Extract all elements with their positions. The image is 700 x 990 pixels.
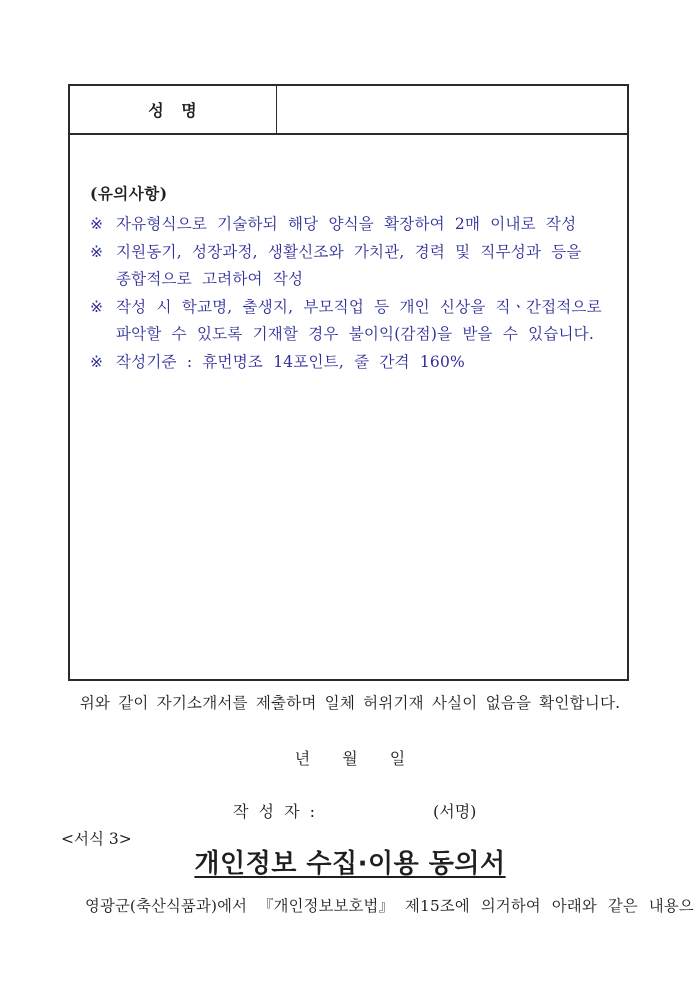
consent-form-title-text: 개인정보 수집·이용 동의서 bbox=[194, 849, 506, 879]
author-label: 작 성 자 : bbox=[233, 802, 316, 821]
note-line bbox=[90, 321, 611, 349]
name-value-cell bbox=[277, 86, 627, 133]
consent-form-title bbox=[0, 843, 700, 880]
note-text: 작성기준 : 휴먼명조 14포인트, 줄 간격 160% bbox=[116, 352, 465, 371]
note-text: 자유형식으로 기술하되 해당 양식을 확장하여 2매 이내로 작성 bbox=[116, 215, 577, 233]
note-marker bbox=[90, 266, 116, 294]
name-table bbox=[68, 84, 629, 681]
author-row bbox=[0, 799, 700, 821]
signature-hint: (서명) bbox=[433, 802, 477, 821]
name-header-row bbox=[70, 86, 627, 135]
notice-heading: (유의사항) bbox=[90, 184, 168, 203]
note-marker bbox=[90, 321, 116, 349]
note-marker: ※ bbox=[90, 215, 104, 233]
form-number-label: <서식 3> bbox=[61, 830, 132, 848]
note-marker: ※ bbox=[90, 242, 104, 261]
consent-intro-text: 영광군(축산식품과)에서 『개인정보보호법』 제15조에 의거하여 아래와 같은 내용으 bbox=[85, 897, 694, 915]
name-label-cell bbox=[70, 86, 277, 133]
note-line bbox=[90, 294, 611, 322]
name-label: 성 명 bbox=[148, 101, 198, 120]
note-text: 작성 시 학교명, 출생지, 부모직업 등 개인 신상을 직ㆍ간접적으로 bbox=[116, 297, 602, 316]
note-line bbox=[90, 349, 611, 377]
note-text: 종합적으로 고려하여 작성 bbox=[116, 270, 304, 288]
note-text: 지원동기, 성장과정, 생활신조와 가치관, 경력 및 직무성과 등을 bbox=[116, 242, 582, 261]
note-line bbox=[90, 211, 611, 239]
note-marker: ※ bbox=[90, 297, 104, 316]
note-line bbox=[90, 266, 611, 294]
note-marker: ※ bbox=[90, 352, 104, 371]
confirmation-statement: 위와 같이 자기소개서를 제출하며 일체 허위기재 사실이 없음을 확인합니다. bbox=[79, 694, 621, 712]
note-text: 파악할 수 있도록 기재할 경우 불이익(감점)을 받을 수 있습니다. bbox=[116, 325, 594, 343]
note-line bbox=[90, 239, 611, 267]
date-line: 년 월 일 bbox=[294, 749, 406, 768]
notice-box bbox=[70, 135, 627, 679]
